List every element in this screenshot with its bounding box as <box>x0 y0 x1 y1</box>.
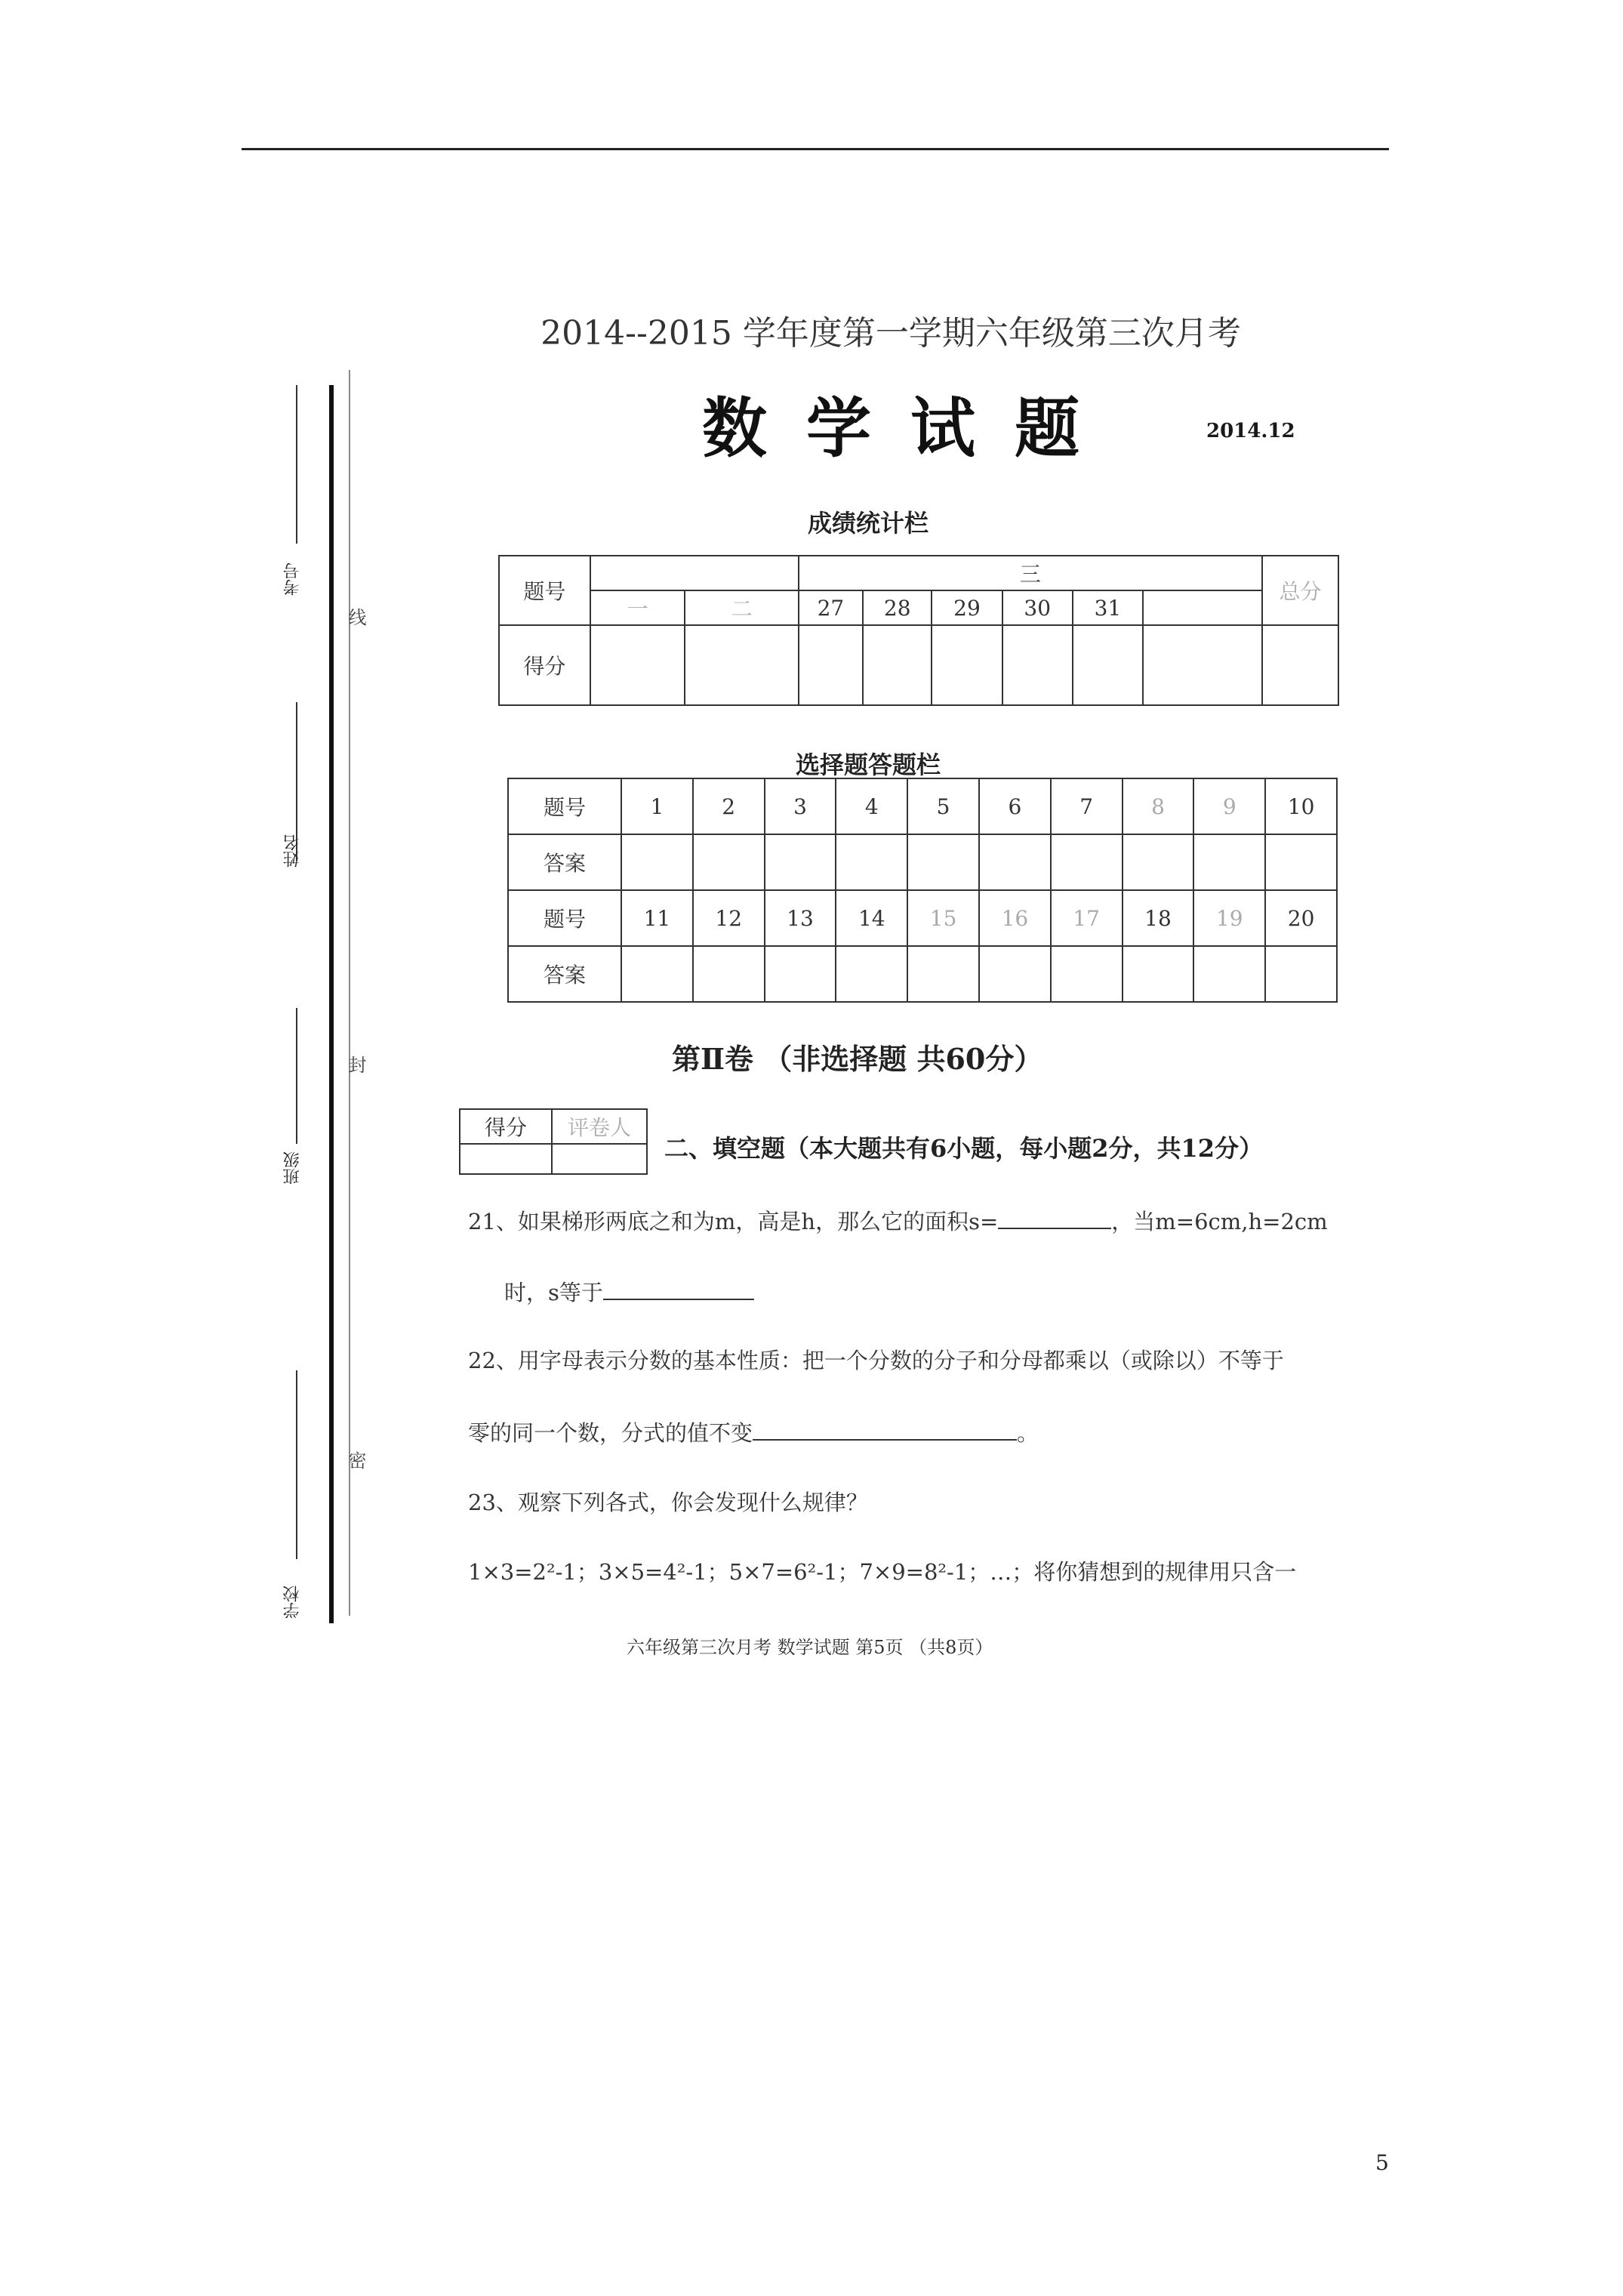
score-cell[interactable] <box>932 625 1002 705</box>
choice-number: 16 <box>979 890 1051 946</box>
fill-in-section-heading: 二、填空题（本大题共有6小题，每小题2分，共12分） <box>664 1134 1264 1163</box>
question-23-text-2: 1×3=2²-1；3×5=4²-1；5×7=6²-1；7×9=8²-1；…；将你猜想到的规律用只含一 <box>468 1559 1297 1585</box>
question-22-answer-blank[interactable] <box>753 1439 1017 1441</box>
score-cell[interactable] <box>1073 625 1143 705</box>
score-table-col-group-1: 一 <box>590 590 685 625</box>
score-table-total: 总分 <box>1262 556 1338 625</box>
score-cell[interactable] <box>1143 625 1262 705</box>
choice-answer-cell[interactable] <box>979 946 1051 1002</box>
choice-answer-cell[interactable] <box>1123 834 1194 890</box>
question-21-answer-blank-value[interactable] <box>603 1299 754 1300</box>
choice-number: 15 <box>907 890 979 946</box>
exam-number-label: 考号 <box>283 562 302 596</box>
choice-answer-cell[interactable] <box>1193 834 1265 890</box>
choice-number: 18 <box>1123 890 1194 946</box>
exam-date: 2014.12 <box>1206 420 1295 442</box>
choice-number: 5 <box>907 778 979 834</box>
school-blank <box>296 1370 297 1559</box>
choice-number: 3 <box>765 778 836 834</box>
choice-number: 13 <box>765 890 836 946</box>
choice-number: 12 <box>693 890 765 946</box>
section-title: 第Ⅱ卷 （非选择题 共60分） <box>672 1042 1043 1076</box>
seal-mark-seal: 封 <box>345 1056 366 1074</box>
score-table-group-3: 三 <box>799 556 1262 590</box>
question-23-line-2 <box>468 1555 1359 1586</box>
choice-answer-cell[interactable] <box>836 946 907 1002</box>
choice-answer-cell[interactable] <box>907 834 979 890</box>
choice-table-caption: 选择题答题栏 <box>795 750 941 779</box>
question-23-text: 23、观察下列各式，你会发现什么规律？ <box>468 1490 868 1515</box>
seal-mark-secret: 密 <box>345 1451 366 1469</box>
question-22-text: 22、用字母表示分数的基本性质：把一个分数的分子和分母都乘以（或除以）不等于 <box>468 1348 1284 1373</box>
choice-answer-cell[interactable] <box>765 946 836 1002</box>
score-table-caption: 成绩统计栏 <box>807 509 929 538</box>
page-number: 5 <box>1375 2150 1389 2175</box>
choice-answer-cell[interactable] <box>1123 946 1194 1002</box>
choice-answer-label: 答案 <box>508 834 621 890</box>
score-table-col-extra <box>1143 590 1262 625</box>
grader-name-cell[interactable] <box>552 1144 647 1174</box>
choice-number: 19 <box>1193 890 1265 946</box>
choice-answer-cell[interactable] <box>907 946 979 1002</box>
score-cell[interactable] <box>1262 625 1338 705</box>
subject-title: 数学试题 <box>702 390 1119 467</box>
school-label: 学校 <box>283 1586 302 1619</box>
score-table-col: 30 <box>1002 590 1073 625</box>
score-cell[interactable] <box>799 625 863 705</box>
score-table-col: 31 <box>1073 590 1143 625</box>
choice-table <box>507 778 1338 1003</box>
score-cell[interactable] <box>590 625 685 705</box>
choice-number: 17 <box>1051 890 1123 946</box>
score-table <box>498 555 1339 706</box>
class-label: 班级 <box>283 1151 302 1185</box>
choice-number: 10 <box>1265 778 1337 834</box>
choice-number: 14 <box>836 890 907 946</box>
choice-answer-cell[interactable] <box>621 834 693 890</box>
choice-number: 20 <box>1265 890 1337 946</box>
choice-answer-cell[interactable] <box>621 946 693 1002</box>
grader-score-cell[interactable] <box>460 1144 552 1174</box>
choice-answer-cell[interactable] <box>1265 834 1337 890</box>
question-21-line-1 <box>468 1205 1351 1236</box>
binding-line <box>329 385 334 1623</box>
score-table-col: 28 <box>863 590 932 625</box>
score-cell[interactable] <box>1002 625 1073 705</box>
seal-mark-line: 线 <box>345 608 366 626</box>
choice-answer-cell[interactable] <box>836 834 907 890</box>
name-label: 姓名 <box>283 834 302 868</box>
question-21-line-2 <box>504 1276 754 1307</box>
choice-answer-cell[interactable] <box>693 834 765 890</box>
grader-box <box>459 1108 648 1175</box>
score-table-score-label: 得分 <box>499 625 590 705</box>
question-21-condition: ，当m=6cm,h=2cm <box>1111 1209 1328 1234</box>
choice-answer-cell[interactable] <box>765 834 836 890</box>
choice-number: 4 <box>836 778 907 834</box>
question-21-text-2: 时，s等于 <box>504 1280 603 1305</box>
header-rule <box>242 148 1389 150</box>
choice-number: 6 <box>979 778 1051 834</box>
choice-answer-cell[interactable] <box>979 834 1051 890</box>
score-cell[interactable] <box>685 625 798 705</box>
question-21-text: 21、如果梯形两底之和为m，高是h，那么它的面积s= <box>468 1209 999 1234</box>
choice-answer-cell[interactable] <box>1051 834 1123 890</box>
score-table-number-label: 题号 <box>499 556 590 625</box>
question-22-text-2: 零的同一个数，分式的值不变 <box>468 1420 753 1446</box>
choice-answer-cell[interactable] <box>1265 946 1337 1002</box>
choice-answer-cell[interactable] <box>1051 946 1123 1002</box>
page-footer: 六年级第三次月考 数学试题 第5页 （共8页） <box>627 1637 993 1658</box>
grader-name-label: 评卷人 <box>552 1109 647 1144</box>
choice-number: 8 <box>1123 778 1194 834</box>
exam-title-line: 2014--2015 学年度第一学期六年级第三次月考 <box>540 314 1241 353</box>
question-21-answer-blank-area[interactable] <box>998 1228 1111 1229</box>
question-22-end: 。 <box>1017 1420 1039 1446</box>
class-blank <box>296 1008 297 1144</box>
binding-thin-line <box>349 370 350 1616</box>
choice-number-label: 题号 <box>508 890 621 946</box>
question-22-line-1 <box>468 1344 1351 1375</box>
question-22-line-2 <box>468 1416 1039 1447</box>
question-23-line-1 <box>468 1486 868 1517</box>
choice-number: 7 <box>1051 778 1123 834</box>
score-table-col: 27 <box>799 590 863 625</box>
exam-number-blank <box>296 385 297 544</box>
choice-answer-label: 答案 <box>508 946 621 1002</box>
choice-number: 2 <box>693 778 765 834</box>
choice-number: 11 <box>621 890 693 946</box>
score-table-group-1-2 <box>590 556 799 590</box>
score-table-col-group-2: 二 <box>685 590 798 625</box>
score-cell[interactable] <box>863 625 932 705</box>
choice-number: 1 <box>621 778 693 834</box>
choice-number-label: 题号 <box>508 778 621 834</box>
choice-number: 9 <box>1193 778 1265 834</box>
grader-score-label: 得分 <box>460 1109 552 1144</box>
choice-answer-cell[interactable] <box>1193 946 1265 1002</box>
choice-answer-cell[interactable] <box>693 946 765 1002</box>
score-table-col: 29 <box>932 590 1002 625</box>
